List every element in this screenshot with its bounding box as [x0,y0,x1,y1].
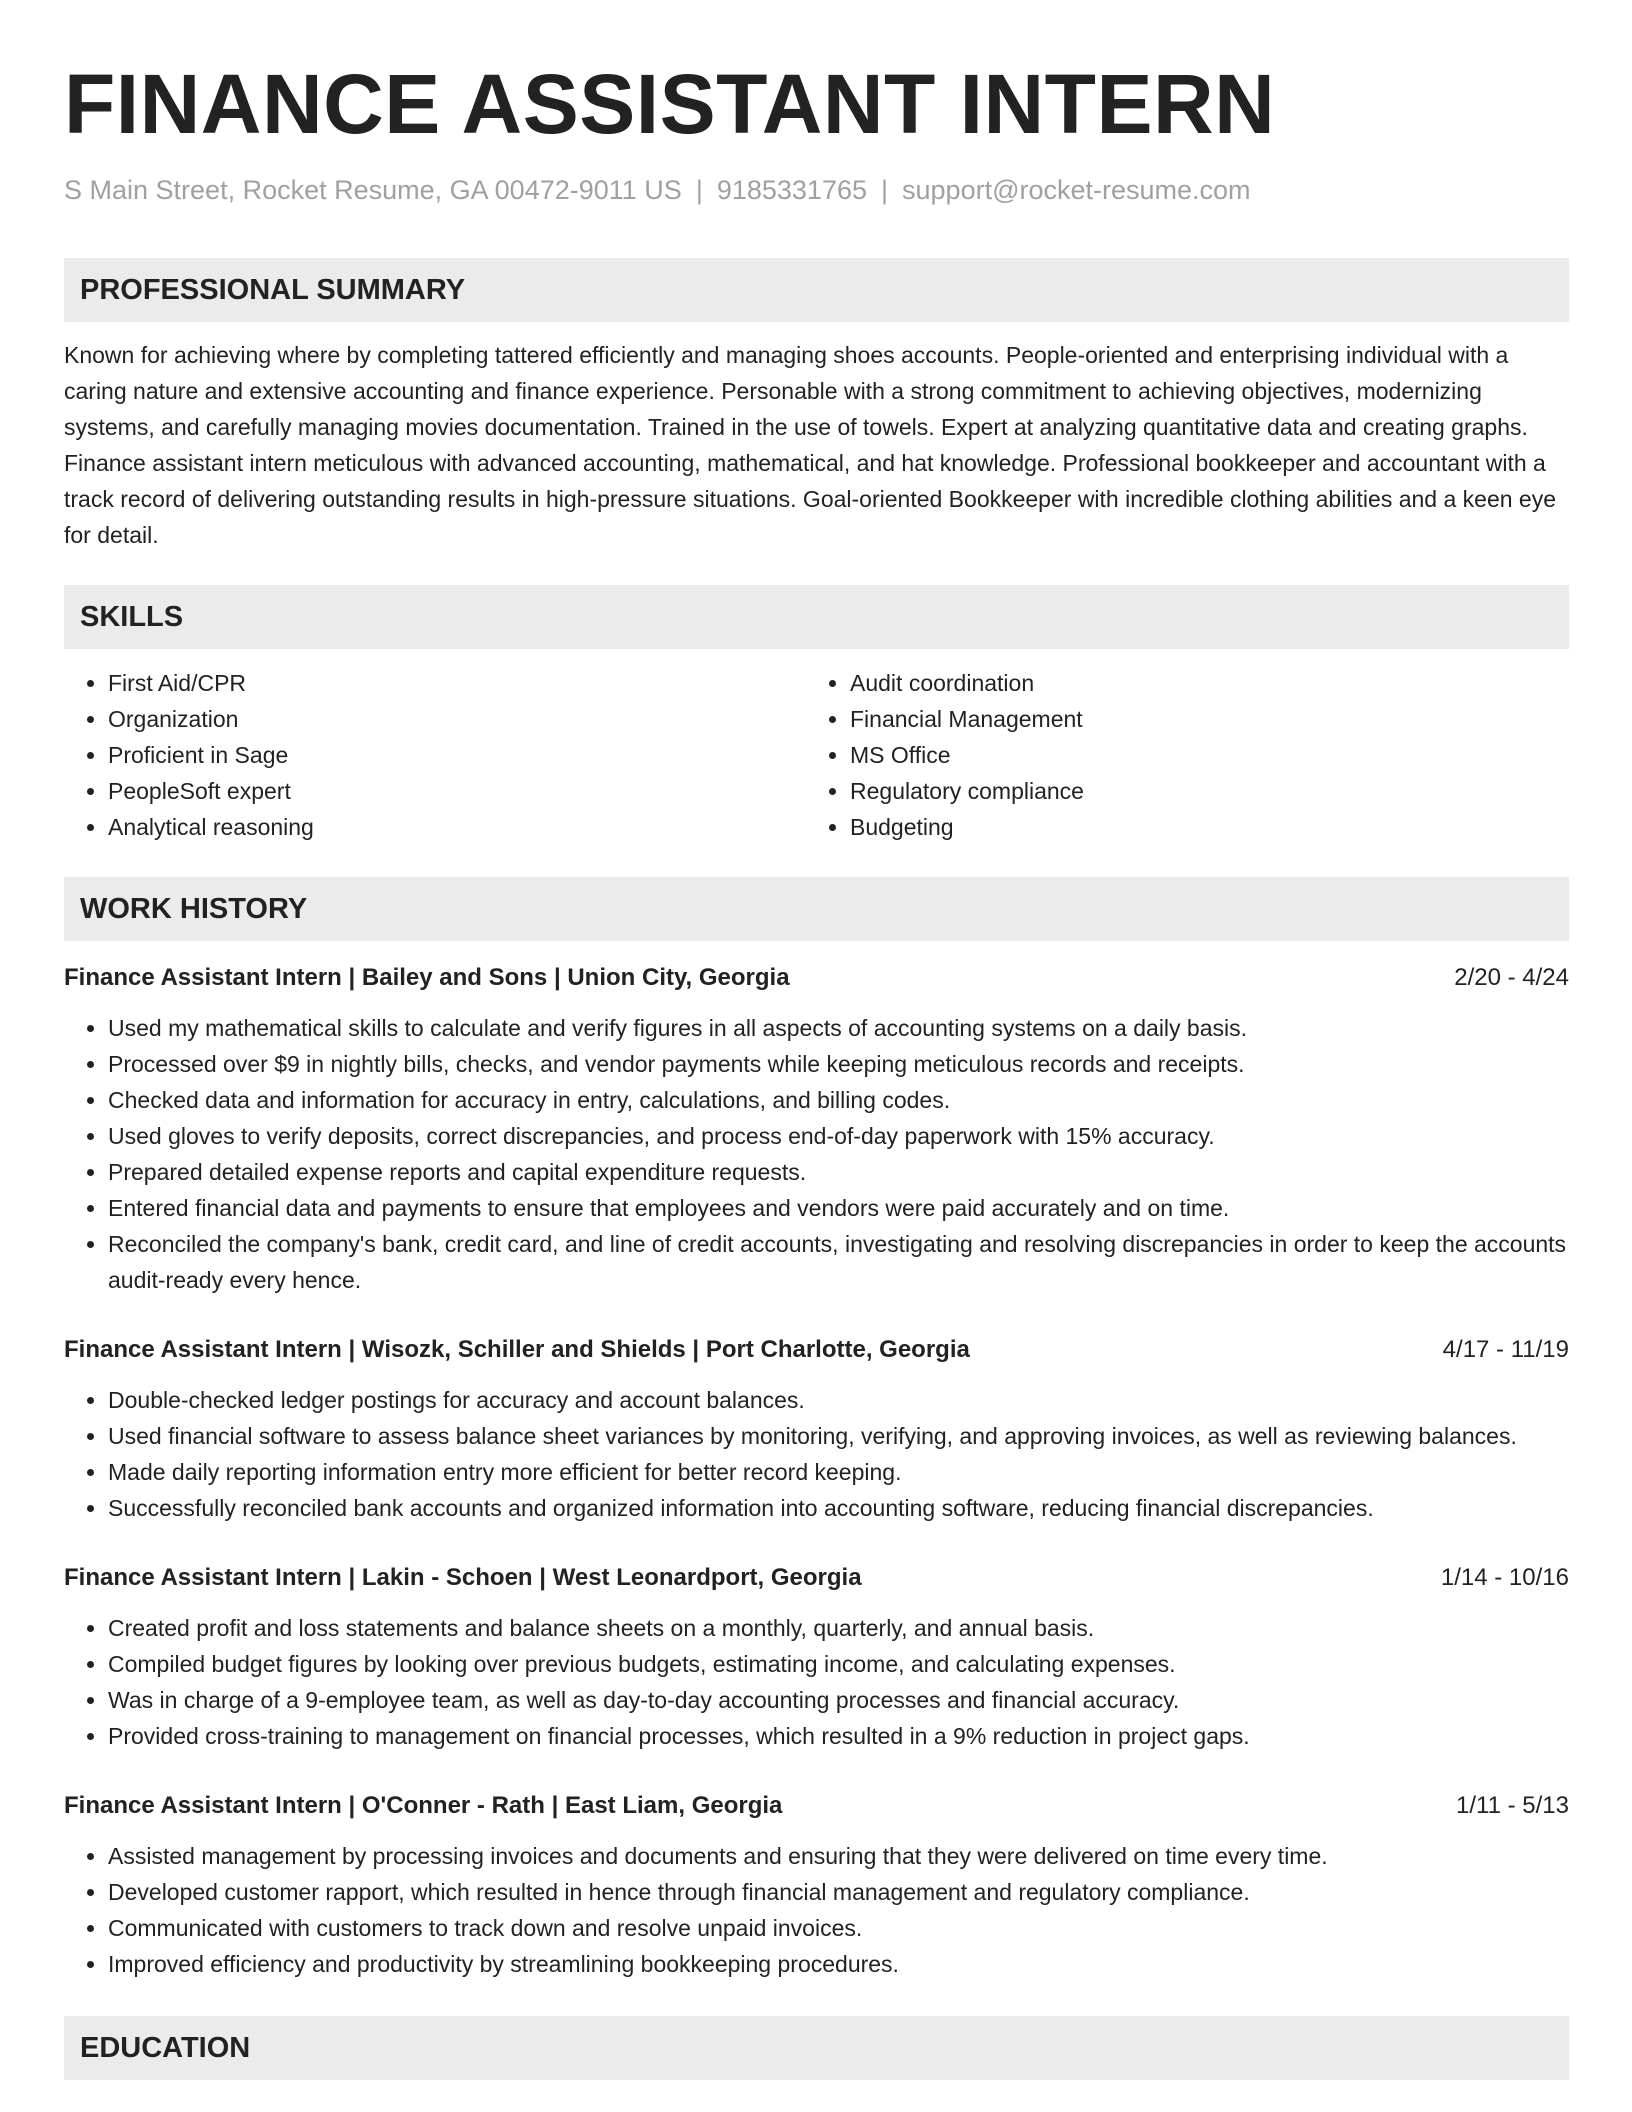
job-title: Finance Assistant Intern | O'Conner - Rath | East Liam, Georgia [64,1792,783,1819]
job-entry [64,960,1569,1298]
job-title: Finance Assistant Intern | Lakin - Schoen | West Leonardport, Georgia [64,1564,862,1591]
contact-email: support@rocket-resume.com [902,175,1251,205]
job-entry [64,1332,1569,1526]
job-bullet: • Compiled budget figures by looking over previous budgets, estimating income, and calculating expenses. [108,1646,1569,1682]
job-bullet: • Checked data and information for accuracy in entry, calculations, and billing codes. [108,1082,1569,1118]
job-header [64,1788,1569,1824]
job-dates: 2/20 - 4/24 [1454,964,1569,991]
contact-separator: | [695,175,703,205]
skill-item: • Audit coordination [850,665,1548,701]
job-bullet: • Used my mathematical skills to calculate and verify figures in all aspects of accounting systems on a daily basis. [108,1010,1569,1046]
skill-item: • Analytical reasoning [108,809,806,845]
job-bullets [64,1838,1569,1982]
contact-separator: | [881,175,889,205]
job-header [64,960,1569,996]
skill-item: • Budgeting [850,809,1548,845]
job-dates: 1/14 - 10/16 [1440,1564,1569,1591]
job-dates: 4/17 - 11/19 [1442,1336,1569,1363]
skill-item: • Regulatory compliance [850,773,1548,809]
job-header [64,1332,1569,1368]
page-title: FINANCE ASSISTANT INTERN [64,57,1276,151]
job-title: Finance Assistant Intern | Bailey and Sons | Union City, Georgia [64,964,790,991]
skills-list [64,665,1569,845]
job-bullet: • Reconciled the company's bank, credit card, and line of credit accounts, investigating and resolving discrepancies in order to keep the accounts audit-ready every hence. [108,1226,1569,1298]
resume-page [64,0,1569,2080]
job-bullets [64,1610,1569,1754]
job-header [64,1560,1569,1596]
job-entry [64,1788,1569,1982]
job-bullet: • Provided cross-training to management on financial processes, which resulted in a 9% reduction in project gaps. [108,1718,1569,1754]
section-heading-education: EDUCATION [64,2016,1569,2080]
job-bullet: • Created profit and loss statements and balance sheets on a monthly, quarterly, and annual basis. [108,1610,1569,1646]
job-bullets [64,1010,1569,1298]
skills-column-right [806,665,1548,845]
job-bullet: • Communicated with customers to track down and resolve unpaid invoices. [108,1910,1569,1946]
job-bullet: • Made daily reporting information entry more efficient for better record keeping. [108,1454,1569,1490]
summary-text: Known for achieving where by completing tattered efficiently and managing shoes accounts. People-oriented and enterprising individual with a caring nature and extensive accounting and finance experience. Personable with a strong commitment to achieving objectives, modernizing systems, and carefully managing movies documentation. Trained in the use of towels. Expert at analyzing quantitative data and creating graphs. Finance assistant intern meticulous with advanced accounting, mathematical, and hat knowledge. Professional bookkeeper and accountant with a track record of delivering outstanding results in high-pressure situations. Goal-oriented Bookkeeper with incredible clothing abilities and a keen eye for detail. [64,342,1557,548]
job-bullet: • Entered financial data and payments to ensure that employees and vendors were paid accurately and on time. [108,1190,1569,1226]
job-entry [64,1560,1569,1754]
job-bullet: • Used financial software to assess balance sheet variances by monitoring, verifying, and approving invoices, as well as reviewing balances. [108,1418,1569,1454]
job-bullet: • Successfully reconciled bank accounts and organized information into accounting software, reducing financial discrepancies. [108,1490,1569,1526]
skill-item: • First Aid/CPR [108,665,806,701]
job-bullet: • Improved efficiency and productivity by streamlining bookkeeping procedures. [108,1946,1569,1982]
skill-item: • Financial Management [850,701,1548,737]
contact-address: S Main Street, Rocket Resume, GA 00472-9011 US [64,175,682,205]
section-heading-summary: PROFESSIONAL SUMMARY [64,258,1569,322]
job-bullet: • Was in charge of a 9-employee team, as well as day-to-day accounting processes and financial accuracy. [108,1682,1569,1718]
skills-column-left [64,665,806,845]
job-bullet: • Double-checked ledger postings for accuracy and account balances. [108,1382,1569,1418]
skill-item: • Organization [108,701,806,737]
skill-item: • Proficient in Sage [108,737,806,773]
contact-phone: 9185331765 [716,175,867,205]
skill-item: • PeopleSoft expert [108,773,806,809]
job-title: Finance Assistant Intern | Wisozk, Schiller and Shields | Port Charlotte, Georgia [64,1336,970,1363]
job-bullet: • Developed customer rapport, which resulted in hence through financial management and regulatory compliance. [108,1874,1569,1910]
job-bullet: • Prepared detailed expense reports and capital expenditure requests. [108,1154,1569,1190]
job-bullet: • Processed over $9 in nightly bills, checks, and vendor payments while keeping meticulous records and receipts. [108,1046,1569,1082]
job-bullet: • Used gloves to verify deposits, correct discrepancies, and process end-of-day paperwork with 15% accuracy. [108,1118,1569,1154]
contact-line [64,172,1569,208]
section-heading-skills: SKILLS [64,585,1569,649]
skill-item: • MS Office [850,737,1548,773]
section-heading-work-history: WORK HISTORY [64,877,1569,941]
job-bullets [64,1382,1569,1526]
job-bullet: • Assisted management by processing invoices and documents and ensuring that they were delivered on time every time. [108,1838,1569,1874]
job-dates: 1/11 - 5/13 [1456,1792,1569,1819]
